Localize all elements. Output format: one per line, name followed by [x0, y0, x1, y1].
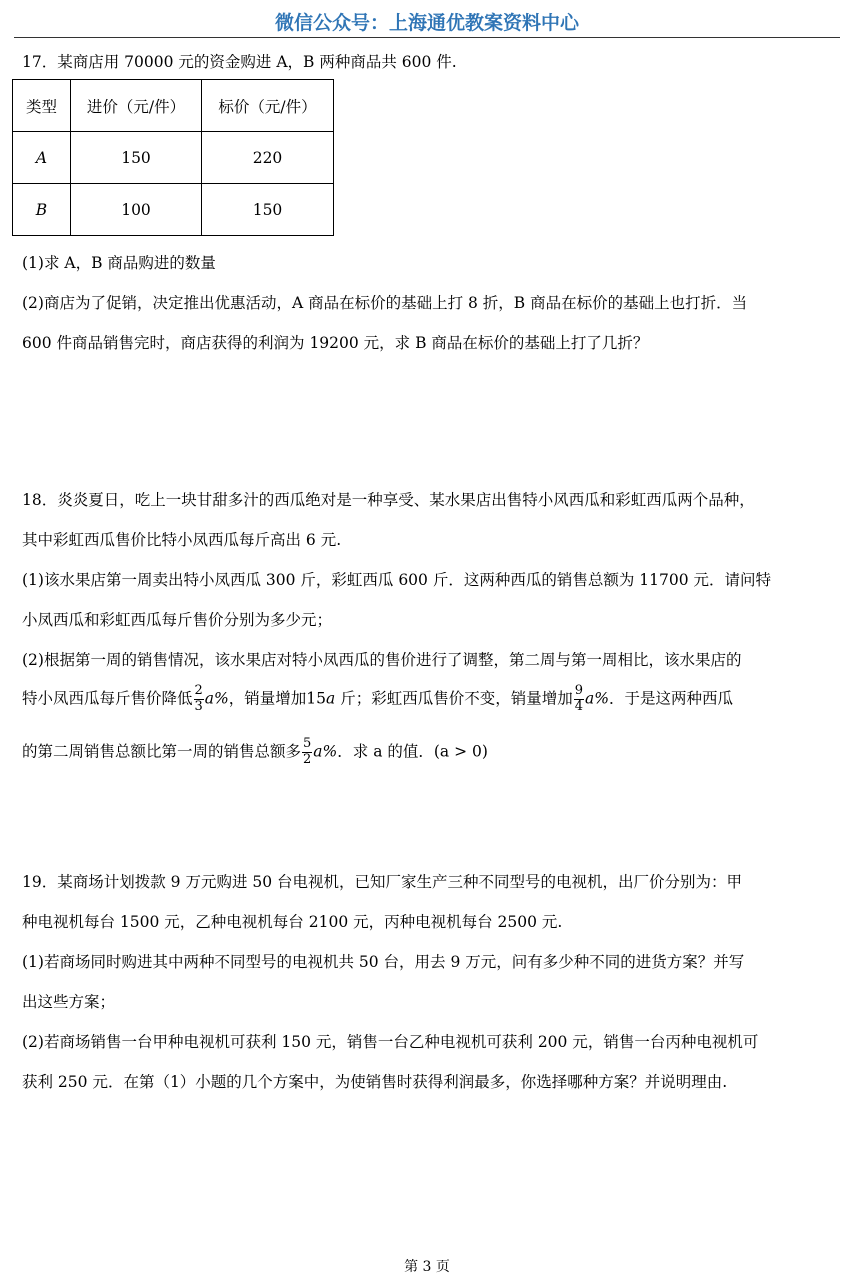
- fraction-denominator: 2: [303, 751, 312, 767]
- q19-line1: 19．某商场计划拨款 9 万元购进 50 台电视机，已知厂家生产三种不同型号的电视机，出厂价分别为：甲: [22, 873, 743, 891]
- table-row: [13, 184, 334, 236]
- page-header-title: 微信公众号：上海通优教案资料中心: [274, 12, 579, 34]
- q19-line6: 获利 250 元．在第（1）小题的几个方案中，为使销售时获得利润最多，你选择哪种方案？并说明理由.: [22, 1073, 728, 1091]
- var-a-percent: a%: [313, 742, 338, 761]
- q18-line5: (2)根据第一周的销售情况，该水果店对特小凤西瓜的售价进行了调整，第二周与第一周相比，该水果店的: [22, 651, 742, 669]
- table-cell: 220: [202, 132, 334, 184]
- q19-line4: 出这些方案；: [22, 993, 116, 1011]
- table-cell: 150: [71, 132, 202, 184]
- var-a: a: [326, 689, 336, 708]
- table-header-cell: 进价（元/件）: [71, 80, 202, 132]
- fraction-numerator: 2: [194, 683, 203, 698]
- table-cell: A: [13, 132, 71, 184]
- fraction-numerator: 9: [574, 683, 583, 698]
- fraction-denominator: 4: [574, 698, 583, 714]
- q18-line1: 18．炎炎夏日，吃上一块甘甜多汁的西瓜绝对是一种享受、某水果店出售特小风西瓜和彩虹西瓜两个品种，: [22, 491, 755, 509]
- fraction-numerator: 5: [303, 736, 312, 751]
- q18-line6-text-c: 斤；彩虹西瓜售价不变，销量增加: [335, 689, 573, 708]
- table-header-row: [13, 80, 334, 132]
- var-a-percent: a%: [584, 689, 609, 708]
- table-header-cell: 类型: [13, 80, 71, 132]
- q18-line6-text-d: ．于是这两种西瓜: [608, 689, 733, 708]
- q17-part2-line1: (2)商店为了促销，决定推出优惠活动，A 商品在标价的基础上打 8 折，B 商品在标价的基础上也打折．当: [22, 294, 748, 312]
- q18-line6-text-a: 特小凤西瓜每斤售价降低: [22, 689, 193, 708]
- q18-line4: 小凤西瓜和彩虹西瓜每斤售价分别为多少元；: [22, 611, 333, 629]
- q17-price-table: [12, 79, 334, 236]
- q18-line3: (1)该水果店第一周卖出特小凤西瓜 300 斤，彩虹西瓜 600 斤．这两种西瓜的销售总额为 11700 元．请问特: [22, 571, 771, 589]
- header-divider: [14, 37, 840, 38]
- q18-line6-text-b: ，销量增加15: [228, 689, 327, 708]
- fraction-two-thirds: [194, 684, 204, 715]
- q19-line3: (1)若商场同时购进其中两种不同型号的电视机共 50 台，用去 9 万元，问有多少种不同的进货方案？并写: [22, 953, 745, 971]
- fraction-nine-fourths: [574, 684, 584, 715]
- q17-part1: (1)求 A，B 商品购进的数量: [22, 254, 216, 272]
- table-cell: 150: [202, 184, 334, 236]
- q18-line2: 其中彩虹西瓜售价比特小凤西瓜每斤高出 6 元.: [22, 531, 342, 549]
- table-cell: 100: [71, 184, 202, 236]
- var-a-percent: a%: [204, 689, 229, 708]
- page-number: 第 3 页: [404, 1259, 450, 1275]
- q18-line7: [22, 737, 488, 768]
- q19-line2: 种电视机每台 1500 元，乙种电视机每台 2100 元，丙种电视机每台 2500 元.: [22, 913, 563, 931]
- q18-line7-text-a: 的第二周销售总额比第一周的销售总额多: [22, 742, 302, 761]
- fraction-denominator: 3: [194, 698, 203, 714]
- table-row: [13, 132, 334, 184]
- q18-line7-text-b: ．求 a 的值．(a > 0): [337, 742, 488, 761]
- q17-stem: 17．某商店用 70000 元的资金购进 A，B 两种商品共 600 件.: [22, 53, 457, 71]
- table-cell: B: [13, 184, 71, 236]
- q19-line5: (2)若商场销售一台甲种电视机可获利 150 元，销售一台乙种电视机可获利 200 元，销售一台丙种电视机可: [22, 1033, 759, 1051]
- fraction-five-halves: [302, 737, 312, 768]
- q18-line6: [22, 684, 733, 715]
- q17-part2-line2: 600 件商品销售完时，商店获得的利润为 19200 元，求 B 商品在标价的基础上打了几折？: [22, 334, 649, 352]
- table-header-cell: 标价（元/件）: [202, 80, 334, 132]
